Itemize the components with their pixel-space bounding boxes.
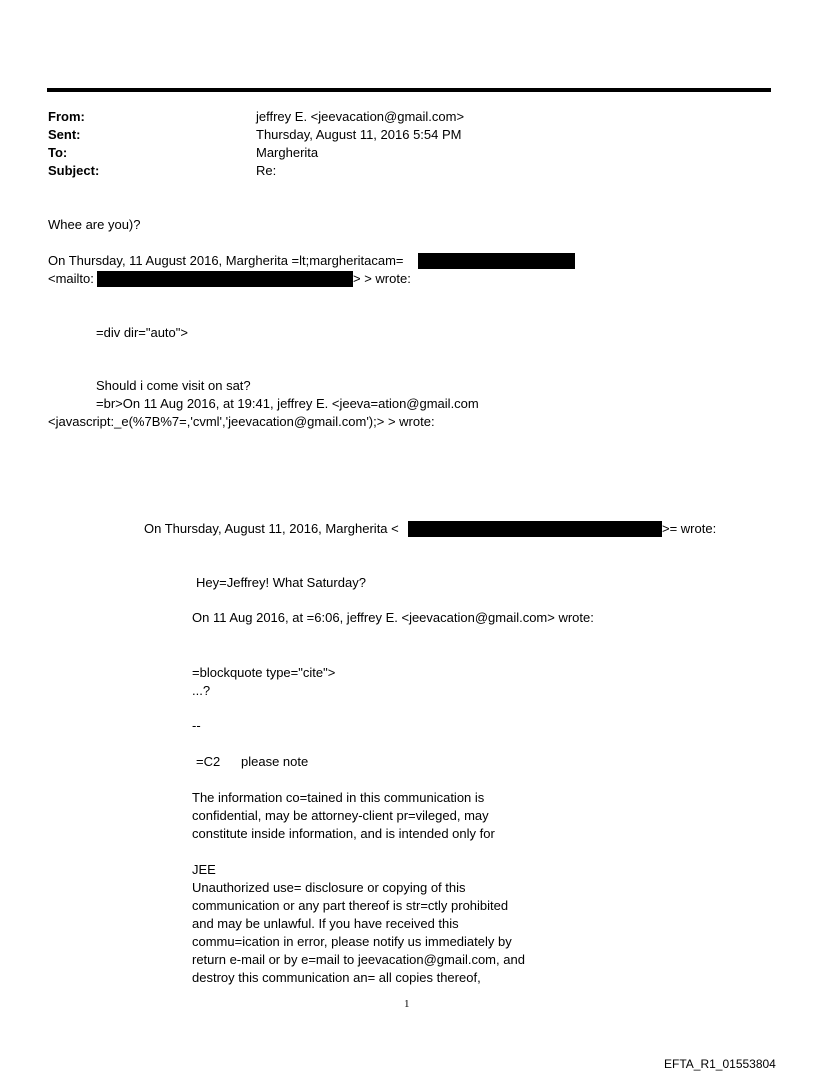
- paragraph-line: constitute inside information, and is intended only for: [192, 826, 495, 841]
- javascript-line: <javascript:_e(%7B%7=,'cvml','jeevacation@gmail.com');> > wrote:: [48, 414, 435, 429]
- please-note: please note: [241, 754, 309, 769]
- subject-value: Re:: [256, 163, 277, 178]
- quote1-line-b-suffix: > > wrote:: [353, 271, 411, 286]
- to-label: To:: [48, 145, 68, 160]
- sent-label: Sent:: [48, 127, 81, 142]
- blockquote-line: =blockquote type="cite">: [192, 665, 336, 680]
- page-number: 1: [404, 998, 410, 1010]
- paragraph-line: confidential, may be attorney-client pr=vileged, may: [192, 808, 489, 823]
- confidentiality-paragraph: [192, 789, 495, 843]
- quote2-suffix: >= wrote:: [662, 521, 717, 536]
- quote1-line-b-prefix: <mailto:: [48, 271, 94, 286]
- to-value: Margherita: [256, 145, 319, 160]
- paragraph-line: The information co=tained in this communication is: [192, 790, 485, 805]
- redaction-box: [408, 521, 662, 537]
- jee-line: JEE: [192, 862, 216, 877]
- paragraph-line: destroy this communication an= all copies thereof,: [192, 970, 481, 985]
- sent-value: Thursday, August 11, 2016 5:54 PM: [256, 127, 462, 142]
- redaction-box: [418, 253, 575, 269]
- paragraph-line: commu=ication in error, please notify us immediately by: [192, 934, 512, 949]
- header-rule: [47, 88, 771, 92]
- c2-code: =C2: [196, 754, 221, 769]
- redaction-box: [97, 271, 353, 287]
- br-line: =br>On 11 Aug 2016, at 19:41, jeffrey E. <jeeva=ation@gmail.com: [96, 396, 479, 411]
- document-id: EFTA_R1_01553804: [664, 1057, 776, 1071]
- quote2-prefix: On Thursday, August 11, 2016, Margherita <: [144, 521, 399, 536]
- from-label: From:: [48, 109, 85, 124]
- dots-line: ...?: [192, 683, 211, 698]
- unauthorized-paragraph: [192, 879, 525, 987]
- reply-line: Whee are you)?: [48, 217, 141, 232]
- dashes-line: --: [192, 718, 201, 733]
- quote1-line-a: On Thursday, 11 August 2016, Margherita =lt;margheritacam=: [48, 253, 404, 268]
- paragraph-line: and may be unlawful. If you have received this: [192, 916, 459, 931]
- quote3-line: On 11 Aug 2016, at =6:06, jeffrey E. <jeevacation@gmail.com> wrote:: [192, 610, 594, 625]
- visit-line: Should i come visit on sat?: [96, 378, 251, 393]
- paragraph-line: Unauthorized use= disclosure or copying of this: [192, 880, 466, 895]
- from-value: jeffrey E. <jeevacation@gmail.com>: [256, 109, 465, 124]
- hey-line: Hey=Jeffrey! What Saturday?: [196, 575, 366, 590]
- paragraph-line: communication or any part thereof is str=ctly prohibited: [192, 898, 509, 913]
- div-line: =div dir="auto">: [96, 325, 188, 340]
- paragraph-line: return e-mail or by e=mail to jeevacation@gmail.com, and: [192, 952, 525, 967]
- subject-label: Subject:: [48, 163, 100, 178]
